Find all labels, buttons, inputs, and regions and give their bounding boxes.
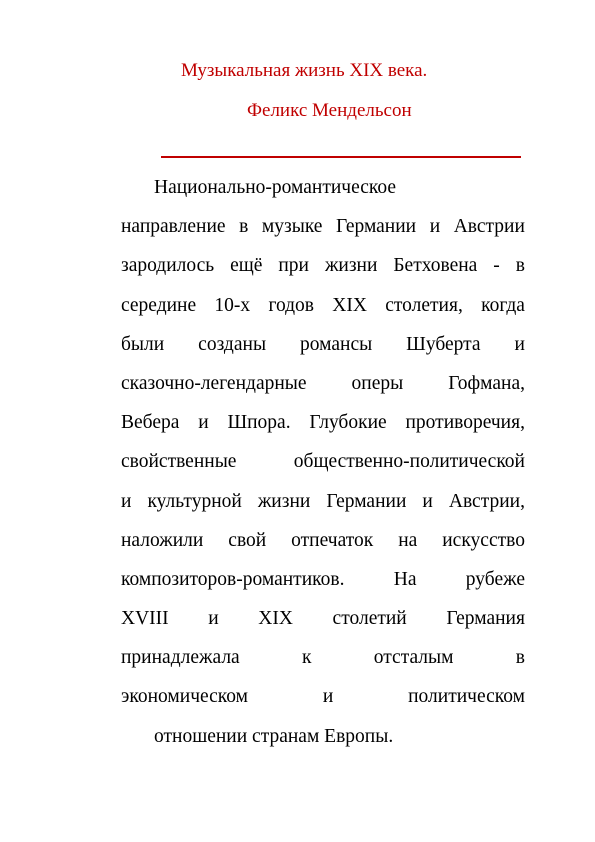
body-line-text: отношении странам Европы. bbox=[154, 725, 394, 747]
body-word: отсталым bbox=[373, 647, 454, 669]
body-word: 10-х bbox=[214, 294, 251, 316]
body-line bbox=[121, 521, 525, 560]
body-word: Германия bbox=[446, 608, 525, 630]
body-line bbox=[121, 325, 525, 364]
body-word: культурной bbox=[147, 490, 242, 512]
body-word: Австрии bbox=[453, 216, 525, 238]
body-word: принадлежала bbox=[121, 647, 240, 669]
body-word: наложили bbox=[121, 529, 204, 551]
document-subtitle: Феликс Мендельсон bbox=[247, 100, 412, 121]
body-word: искусство bbox=[442, 529, 525, 551]
body-line bbox=[121, 207, 525, 246]
body-word: Бетховена bbox=[393, 255, 478, 277]
body-word: противоречия, bbox=[405, 412, 525, 434]
body-word: жизни bbox=[324, 255, 378, 277]
body-word: ещё bbox=[230, 255, 263, 277]
body-word: - bbox=[493, 255, 500, 277]
body-word: общественно-политической bbox=[293, 451, 525, 473]
body-word: и bbox=[422, 490, 433, 512]
body-word: отпечаток bbox=[291, 529, 374, 551]
body-word: и bbox=[429, 216, 441, 238]
body-word: Глубокие bbox=[309, 412, 387, 434]
body-word: экономическом bbox=[121, 686, 248, 708]
body-word: направление bbox=[121, 216, 226, 238]
body-line bbox=[121, 560, 525, 599]
body-word: Германии bbox=[326, 490, 407, 512]
body-word: и bbox=[121, 490, 132, 512]
body-line bbox=[121, 364, 525, 403]
body-line bbox=[121, 482, 525, 521]
body-word: XIX bbox=[332, 294, 367, 316]
body-word: Шпора. bbox=[227, 412, 291, 434]
body-word: годов bbox=[268, 294, 315, 316]
body-word: жизни bbox=[257, 490, 311, 512]
body-word: столетия, bbox=[385, 294, 463, 316]
body-line bbox=[121, 246, 525, 285]
body-line bbox=[121, 717, 525, 756]
body-word: Австрии, bbox=[448, 490, 525, 512]
body-line bbox=[121, 677, 525, 716]
body-word: и bbox=[198, 412, 209, 434]
body-word: созданы bbox=[198, 333, 267, 355]
body-word: к bbox=[302, 647, 312, 669]
body-word: свойственные bbox=[121, 451, 237, 473]
body-word: политическом bbox=[408, 686, 525, 708]
body-line-text: Национально-романтическое bbox=[154, 177, 397, 198]
body-word: когда bbox=[481, 294, 525, 316]
body-word: XVIII bbox=[121, 608, 169, 630]
body-word: в bbox=[515, 647, 525, 669]
body-word: были bbox=[121, 333, 165, 355]
body-word: при bbox=[278, 255, 309, 277]
body-line bbox=[121, 403, 525, 442]
body-line bbox=[121, 599, 525, 638]
body-line bbox=[121, 638, 525, 677]
body-word: и bbox=[514, 333, 525, 355]
body-line bbox=[121, 442, 525, 481]
body-word: Гофмана, bbox=[448, 372, 525, 394]
body-word: романсы bbox=[300, 333, 373, 355]
body-word: Шуберта bbox=[406, 333, 481, 355]
body-word: на bbox=[398, 529, 418, 551]
body-word: Германии bbox=[336, 216, 417, 238]
body-paragraph bbox=[121, 168, 525, 756]
body-word: в bbox=[515, 255, 525, 277]
body-word: Вебера bbox=[121, 412, 180, 434]
body-word: в bbox=[239, 216, 249, 238]
body-word: XIX bbox=[258, 608, 293, 630]
body-line bbox=[121, 168, 525, 207]
body-line bbox=[121, 286, 525, 325]
body-word: и bbox=[322, 686, 334, 708]
title-divider bbox=[161, 156, 521, 158]
body-word: столетий bbox=[332, 608, 407, 630]
body-word: свой bbox=[228, 529, 267, 551]
document-title: Музыкальная жизнь XIX века. bbox=[181, 60, 428, 81]
body-word: На bbox=[393, 568, 417, 590]
body-word: рубеже bbox=[465, 568, 525, 590]
body-word: оперы bbox=[351, 372, 404, 394]
body-word: середине bbox=[121, 294, 197, 316]
body-word: зародилось bbox=[121, 255, 215, 277]
body-word: музыке bbox=[261, 216, 323, 238]
body-word: и bbox=[208, 608, 219, 630]
body-word: композиторов-романтиков. bbox=[121, 568, 345, 590]
body-word: сказочно-легендарные bbox=[121, 372, 307, 394]
